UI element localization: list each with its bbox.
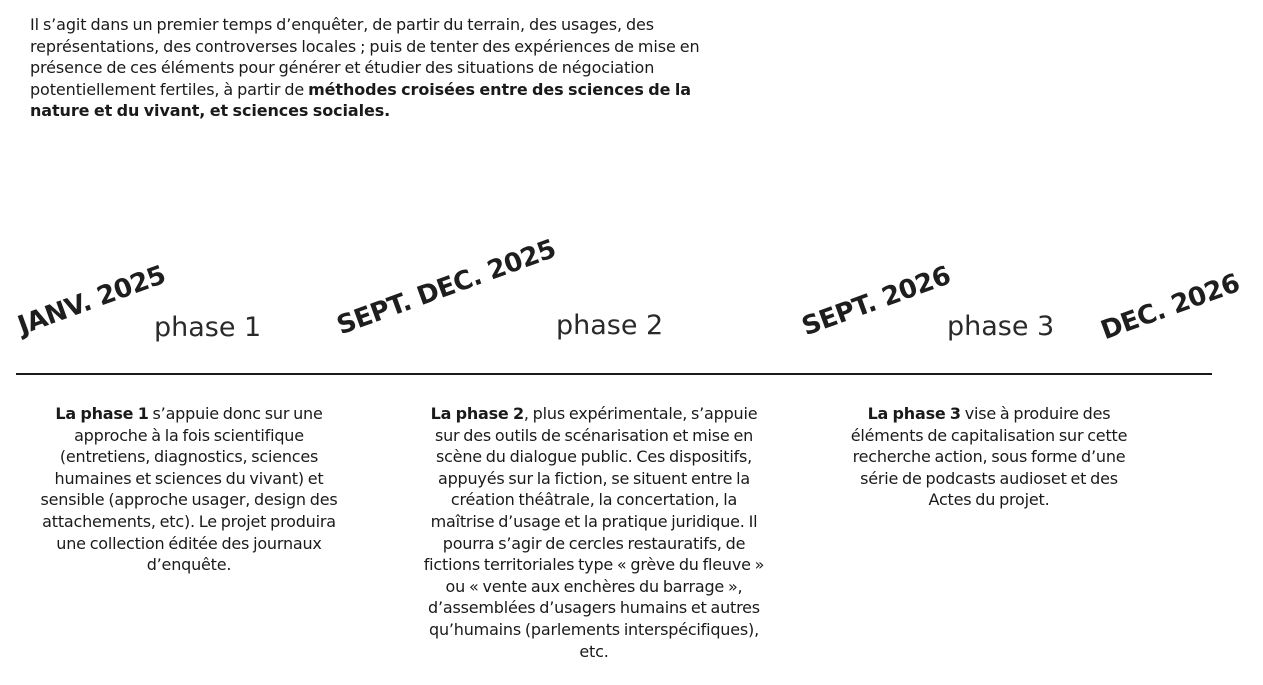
date-janv-2025: JANV. 2025 — [14, 260, 170, 342]
phase-1-label: phase 1 — [154, 312, 262, 343]
phase-1-description — [33, 403, 345, 576]
phase-1-description-text: s’appuie donc sur une approche à la fois scientifique (entretiens, diagnostics, sciences humaines et sciences du vivant) et sensible (approche usager, design des attachements, etc). Le projet produira une collection éditée des journaux d’enquête. — [40, 404, 338, 575]
timeline-line — [16, 373, 1212, 375]
phase-2-description-text: , plus expérimentale, s’appuie sur des outils de scénarisation et mise en scène du dialogue public. Ces dispositifs, appuyés sur la fiction, se situent entre la création théâtrale, la concertation, la maîtrise d’usage et la pratique juridique. Il pourra s’agir de cercles restauratifs, de fictions territoriales type « grève du fleuve » ou « vente aux enchères du barrage », d’assemblées d’usagers humains et autres qu’humains (parlements interspécifiques), etc. — [423, 404, 765, 661]
date-dec-2026: DEC. 2026 — [1097, 268, 1244, 347]
intro-paragraph — [30, 14, 720, 122]
phase-3-label: phase 3 — [947, 311, 1055, 342]
intro-text: Il s’agit dans un premier temps d’enquêter, de partir du terrain, des usages, des représentations, des controverses locales ; puis de tenter des expériences de mise en présence de ces éléments pour générer et étudier des situations de négociation potentiellement fertiles, à partir de — [30, 15, 700, 99]
phase-2-label: phase 2 — [556, 310, 664, 341]
phase-2-description — [418, 403, 770, 662]
date-sept-2026: SEPT. 2026 — [798, 260, 955, 343]
phase-3-description — [843, 403, 1135, 511]
phase-3-description-label: La phase 3 — [867, 404, 961, 423]
intro-bold-text: méthodes croisées entre des sciences de la nature et du vivant, et sciences sociales. — [30, 79, 691, 121]
date-sept-dec-2025: SEPT. DEC. 2025 — [333, 234, 560, 342]
phase-3-description-text: vise à produire des éléments de capitalisation sur cette recherche action, sous forme d’une série de podcasts audioset et des Actes du projet. — [850, 404, 1128, 510]
phase-2-description-label: La phase 2 — [430, 404, 524, 423]
phase-1-description-label: La phase 1 — [55, 404, 149, 423]
